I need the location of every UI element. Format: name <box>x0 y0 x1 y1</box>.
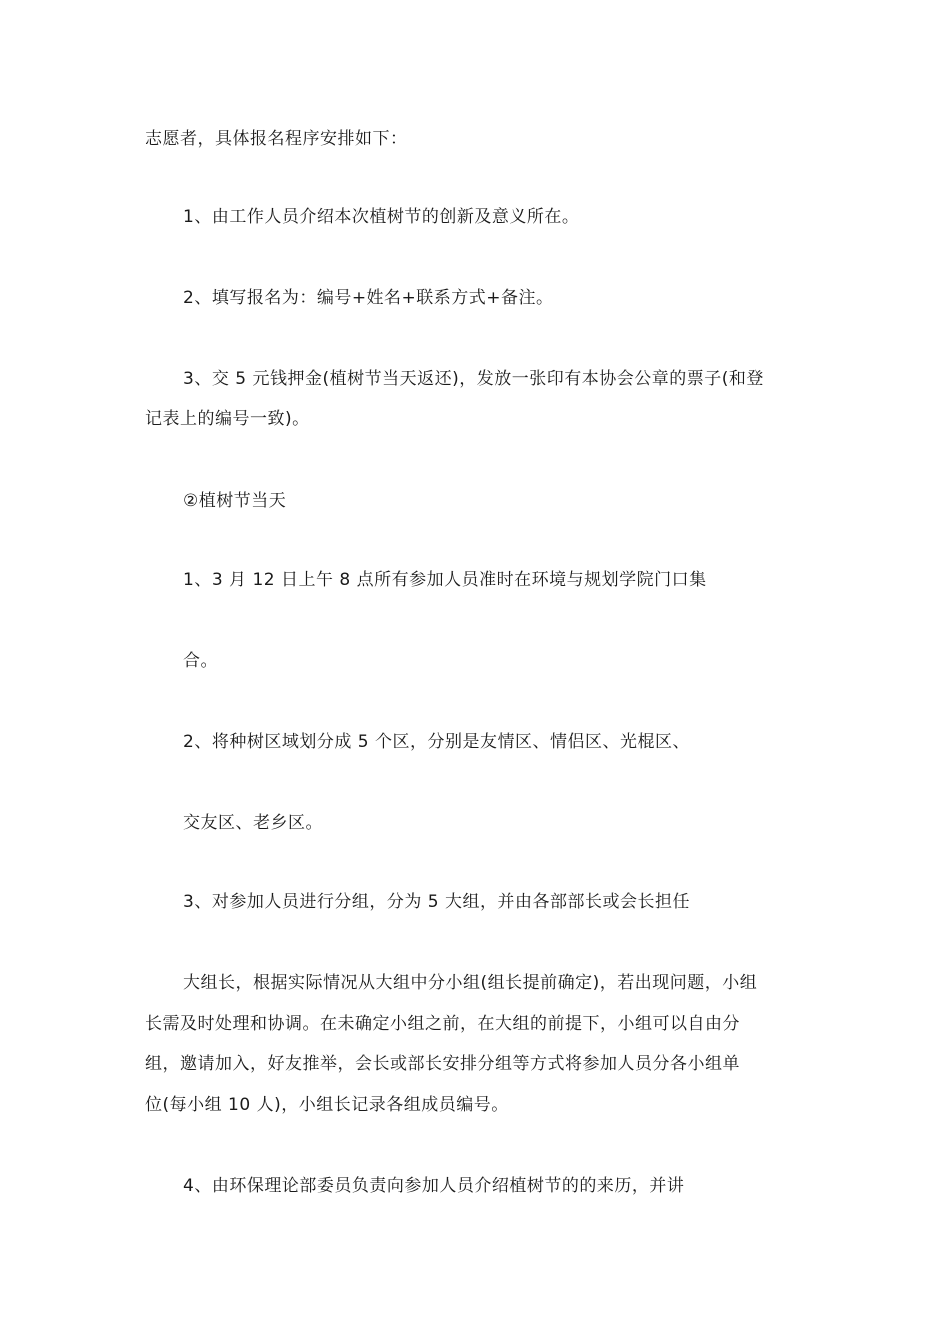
paragraph-day-step-3-cont-1: 大组长，根据实际情况从大组中分小组(组长提前确定)，若出现问题，小组 <box>183 973 758 993</box>
paragraph-day-step-3-cont-2: 长需及时处理和协调。在未确定小组之前，在大组的前提下，小组可以自由分 <box>145 1014 740 1034</box>
paragraph-day-step-3-cont-4: 位(每小组 10 人)，小组长记录各组成员编号。 <box>145 1095 509 1115</box>
paragraph-day-step-3: 3、对参加人员进行分组，分为 5 大组，并由各部部长或会长担任 <box>183 892 690 912</box>
paragraph-step-1: 1、由工作人员介绍本次植树节的创新及意义所在。 <box>183 207 580 227</box>
paragraph-step-3-line-2: 记表上的编号一致)。 <box>145 409 310 429</box>
paragraph-step-3-line-1: 3、交 5 元钱押金(植树节当天返还)，发放一张印有本协会公章的票子(和登 <box>183 369 764 389</box>
paragraph-day-step-1: 1、3 月 12 日上午 8 点所有参加人员准时在环境与规划学院门口集 <box>183 570 707 590</box>
paragraph-day-step-1-cont: 合。 <box>183 651 218 671</box>
paragraph-day-step-4: 4、由环保理论部委员负责向参加人员介绍植树节的的来历，并讲 <box>183 1176 685 1196</box>
paragraph-day-step-2-cont: 交友区、老乡区。 <box>183 813 323 833</box>
section-heading-tree-day: ②植树节当天 <box>183 491 287 511</box>
paragraph-day-step-2: 2、将种树区域划分成 5 个区，分别是友情区、情侣区、光棍区、 <box>183 732 690 752</box>
paragraph-day-step-3-cont-3: 组，邀请加入，好友推举，会长或部长安排分组等方式将参加人员分各小组单 <box>145 1054 740 1074</box>
paragraph-step-2: 2、填写报名为：编号+姓名+联系方式+备注。 <box>183 288 554 308</box>
paragraph-intro: 志愿者，具体报名程序安排如下： <box>145 129 408 149</box>
